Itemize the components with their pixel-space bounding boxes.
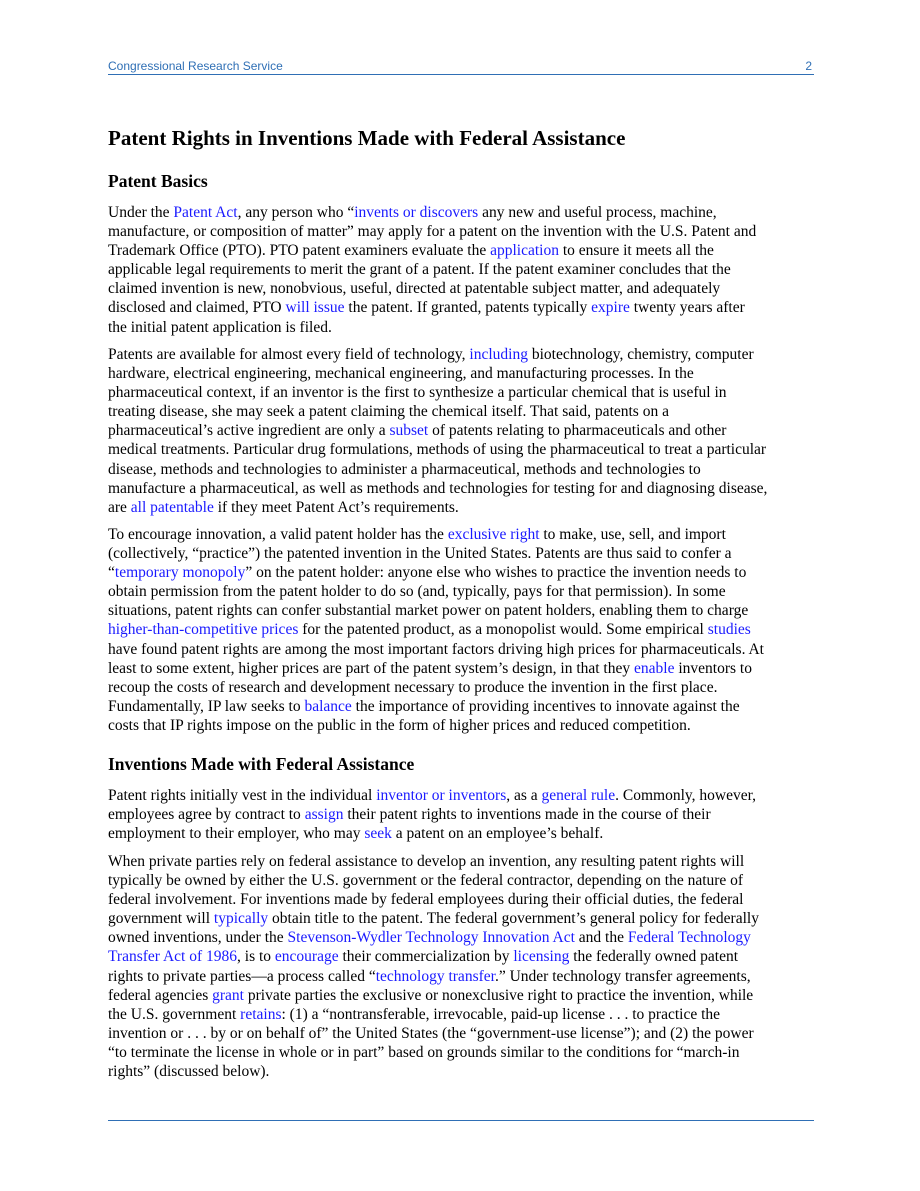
text-run: recoup the costs of research and development necessary to produce the invention in the first place. xyxy=(108,678,718,696)
text-run: medical treatments. Particular drug formulations, methods of using the pharmaceutical to treat a particular xyxy=(108,441,767,459)
hyperlink[interactable]: exclusive right xyxy=(447,526,540,543)
hyperlink[interactable]: Stevenson-Wydler Technology Innovation Act xyxy=(287,929,575,947)
text-line xyxy=(108,1005,814,1024)
hyperlink[interactable]: assign xyxy=(304,806,344,824)
hyperlink[interactable]: retains xyxy=(240,1005,282,1023)
text-run: rights” (discussed below). xyxy=(108,1063,270,1081)
text-line xyxy=(108,1062,814,1081)
text-line xyxy=(108,640,814,659)
text-line xyxy=(108,203,814,222)
text-line xyxy=(108,601,814,620)
text-run: least to some extent, higher prices are part of the patent system’s design, in that they xyxy=(108,659,634,677)
text-line xyxy=(108,298,814,317)
hyperlink[interactable]: all patentable xyxy=(130,498,214,516)
text-run: federal agencies xyxy=(108,986,213,1004)
section-heading-patent-basics: Patent Basics xyxy=(108,171,208,191)
hyperlink[interactable]: general rule xyxy=(541,787,616,804)
hyperlink[interactable]: Patent Act xyxy=(173,204,238,221)
hyperlink[interactable]: Federal Technology xyxy=(627,929,751,947)
text-line xyxy=(108,678,814,697)
text-run: Under the xyxy=(108,204,174,221)
text-line xyxy=(108,383,814,402)
text-run: to ensure it meets all the xyxy=(558,242,714,260)
text-line xyxy=(108,460,814,479)
hyperlink[interactable]: encourage xyxy=(274,948,339,966)
text-run: Patent rights initially vest in the individual xyxy=(108,787,377,804)
hyperlink[interactable]: including xyxy=(469,346,528,363)
text-line xyxy=(108,241,814,260)
text-line xyxy=(108,440,814,459)
text-run: biotechnology, chemistry, computer xyxy=(527,346,754,363)
hyperlink[interactable]: temporary monopoly xyxy=(114,564,246,582)
text-line xyxy=(108,986,814,1005)
text-run: “ xyxy=(108,564,115,582)
hyperlink[interactable]: enable xyxy=(634,659,675,677)
text-run: if they meet Patent Act’s requirements. xyxy=(213,498,459,516)
text-run: Trademark Office (PTO). PTO patent examiners evaluate the xyxy=(108,242,491,260)
running-header xyxy=(108,58,814,75)
text-run: the patent. If granted, patents typically xyxy=(344,299,592,317)
text-line xyxy=(108,909,814,928)
text-line xyxy=(108,421,814,440)
text-run: situations, patent rights can confer substantial market power on patent holders, enabling them to charge xyxy=(108,602,749,620)
page-number: 2 xyxy=(805,59,812,73)
text-line xyxy=(108,479,814,498)
text-run: pharmaceutical’s active ingredient are only a xyxy=(108,422,390,440)
footer-rule xyxy=(108,1120,814,1121)
text-run: ” on the patent holder: anyone else who wishes to practice the invention needs to xyxy=(245,564,747,582)
text-line xyxy=(108,928,814,947)
text-line xyxy=(108,947,814,966)
hyperlink[interactable]: technology transfer xyxy=(375,967,495,985)
hyperlink[interactable]: higher-than-competitive prices xyxy=(108,621,299,639)
text-run: , any person who “ xyxy=(237,204,355,221)
text-line xyxy=(108,786,814,805)
text-run: the federally owned patent xyxy=(569,948,739,966)
hyperlink[interactable]: seek xyxy=(364,825,392,843)
text-line xyxy=(108,824,814,843)
paragraph xyxy=(108,203,814,337)
text-line xyxy=(108,871,814,890)
text-run: employees agree by contract to xyxy=(108,806,305,824)
text-run: the importance of providing incentives to innovate against the xyxy=(351,697,740,715)
text-line xyxy=(108,222,814,241)
text-line xyxy=(108,805,814,824)
text-run: a patent on an employee’s behalf. xyxy=(391,825,604,843)
text-run: their commercialization by xyxy=(338,948,514,966)
hyperlink[interactable]: will issue xyxy=(285,299,345,317)
text-line xyxy=(108,498,814,517)
text-run: applicable legal requirements to merit the grant of a patent. If the patent examiner concludes that the xyxy=(108,261,731,279)
text-run: inventors to xyxy=(674,659,752,677)
text-run: . Commonly, however, xyxy=(615,787,756,804)
text-run: pharmaceutical context, if an inventor is the first to synthesize a particular chemical that is useful in xyxy=(108,384,727,402)
text-run: rights to private parties—a process called “ xyxy=(108,967,376,985)
text-run: Patents are available for almost every field of technology, xyxy=(108,346,470,363)
section-heading-federal-assistance: Inventions Made with Federal Assistance xyxy=(108,754,415,774)
text-run: Fundamentally, IP law seeks to xyxy=(108,697,305,715)
text-line xyxy=(108,620,814,639)
text-run: .” Under technology transfer agreements, xyxy=(494,967,751,985)
hyperlink[interactable]: grant xyxy=(212,986,244,1004)
text-run: owned inventions, under the xyxy=(108,929,288,947)
text-run: obtain permission from the patent holder to do so (and, typically, pays for that permission). In some xyxy=(108,583,726,601)
text-line xyxy=(108,563,814,582)
text-line xyxy=(108,279,814,298)
hyperlink[interactable]: balance xyxy=(304,697,352,715)
text-run: (collectively, “practice”) the patented invention in the United States. Patents are thus said to confer a xyxy=(108,545,732,563)
hyperlink[interactable]: subset xyxy=(389,422,429,440)
text-line xyxy=(108,852,814,871)
text-run: private parties the exclusive or nonexclusive right to practice the invention, while xyxy=(244,986,754,1004)
text-run: disease, methods and technologies to administer a pharmaceutical, methods and technologies to xyxy=(108,460,701,478)
text-line xyxy=(108,582,814,601)
header-organization: Congressional Research Service xyxy=(108,59,283,73)
hyperlink[interactable]: Transfer Act of 1986 xyxy=(108,948,238,966)
paragraph xyxy=(108,525,814,735)
text-line xyxy=(108,967,814,986)
text-run: To encourage innovation, a valid patent holder has the xyxy=(108,526,448,543)
paragraph xyxy=(108,786,814,843)
page-title: Patent Rights in Inventions Made with Federal Assistance xyxy=(108,126,626,150)
text-run: are xyxy=(108,498,131,516)
text-run: treating disease, she may seek a patent claiming the chemical itself. That said, patents on a xyxy=(108,403,669,421)
hyperlink[interactable]: studies xyxy=(707,621,751,639)
text-line xyxy=(108,345,814,364)
text-run: to make, use, sell, and import xyxy=(539,526,726,543)
hyperlink[interactable]: invents or discovers xyxy=(354,204,479,221)
paragraph xyxy=(108,852,814,1081)
text-run: : (1) a “nontransferable, irrevocable, paid-up license . . . to practice the xyxy=(281,1005,721,1023)
text-line xyxy=(108,402,814,421)
text-run: , as a xyxy=(506,787,542,804)
text-run: the initial patent application is filed. xyxy=(108,318,332,336)
text-run: government will xyxy=(108,910,214,928)
hyperlink[interactable]: inventor or inventors xyxy=(376,787,507,804)
text-run: their patent rights to inventions made in the course of their xyxy=(343,806,711,824)
text-line xyxy=(108,260,814,279)
text-run: “to terminate the license in whole or in part” based on grounds similar to the conditions for “march-in xyxy=(108,1043,740,1061)
text-run: invention or . . . by or on behalf of” the United States (the “government-use license”); and (2) the power xyxy=(108,1024,754,1042)
text-run: manufacture a pharmaceutical, as well as methods and technologies for testing for and diagnosing disease, xyxy=(108,479,768,497)
text-run: employment to their employer, who may xyxy=(108,825,365,843)
text-line xyxy=(108,659,814,678)
text-run: When private parties rely on federal assistance to develop an invention, any resulting patent rights will xyxy=(108,853,745,870)
text-line xyxy=(108,1024,814,1043)
text-line xyxy=(108,716,814,735)
text-line xyxy=(108,1043,814,1062)
text-run: typically be owned by either the U.S. government or the federal contractor, depending on the nature of xyxy=(108,872,744,890)
text-run: federal involvement. For inventions made by federal employees during their official duties, the federal xyxy=(108,891,744,909)
text-line xyxy=(108,544,814,563)
text-run: have found patent rights are among the most important factors driving high prices for pharmaceuticals. At xyxy=(108,640,764,658)
text-line xyxy=(108,364,814,383)
hyperlink[interactable]: typically xyxy=(213,910,269,928)
text-run: manufacture, or composition of matter” may apply for a patent on the invention with the U.S. Patent and xyxy=(108,223,757,241)
text-line xyxy=(108,525,814,544)
text-run: for the patented product, as a monopolist would. Some empirical xyxy=(298,621,708,639)
text-line xyxy=(108,890,814,909)
text-run: disclosed and claimed, PTO xyxy=(108,299,286,317)
text-run: of patents relating to pharmaceuticals and other xyxy=(428,422,727,440)
text-line xyxy=(108,697,814,716)
hyperlink[interactable]: application xyxy=(490,242,559,260)
text-run: costs that IP rights impose on the public in the form of higher prices and reduced competition. xyxy=(108,716,691,734)
text-run: the U.S. government xyxy=(108,1005,241,1023)
text-run: , is to xyxy=(237,948,275,966)
hyperlink[interactable]: expire xyxy=(591,299,630,317)
hyperlink[interactable]: licensing xyxy=(513,948,570,966)
text-run: and the xyxy=(574,929,628,947)
text-run: claimed invention is new, nonobvious, useful, directed at patentable subject matter, and adequately xyxy=(108,280,721,298)
text-run: hardware, electrical engineering, mechanical engineering, and manufacturing processes. In the xyxy=(108,365,694,383)
text-run: twenty years after xyxy=(629,299,745,317)
text-run: any new and useful process, machine, xyxy=(478,204,717,221)
text-line xyxy=(108,318,814,337)
paragraph xyxy=(108,345,814,517)
text-run: obtain title to the patent. The federal government’s general policy for federally xyxy=(268,910,759,928)
